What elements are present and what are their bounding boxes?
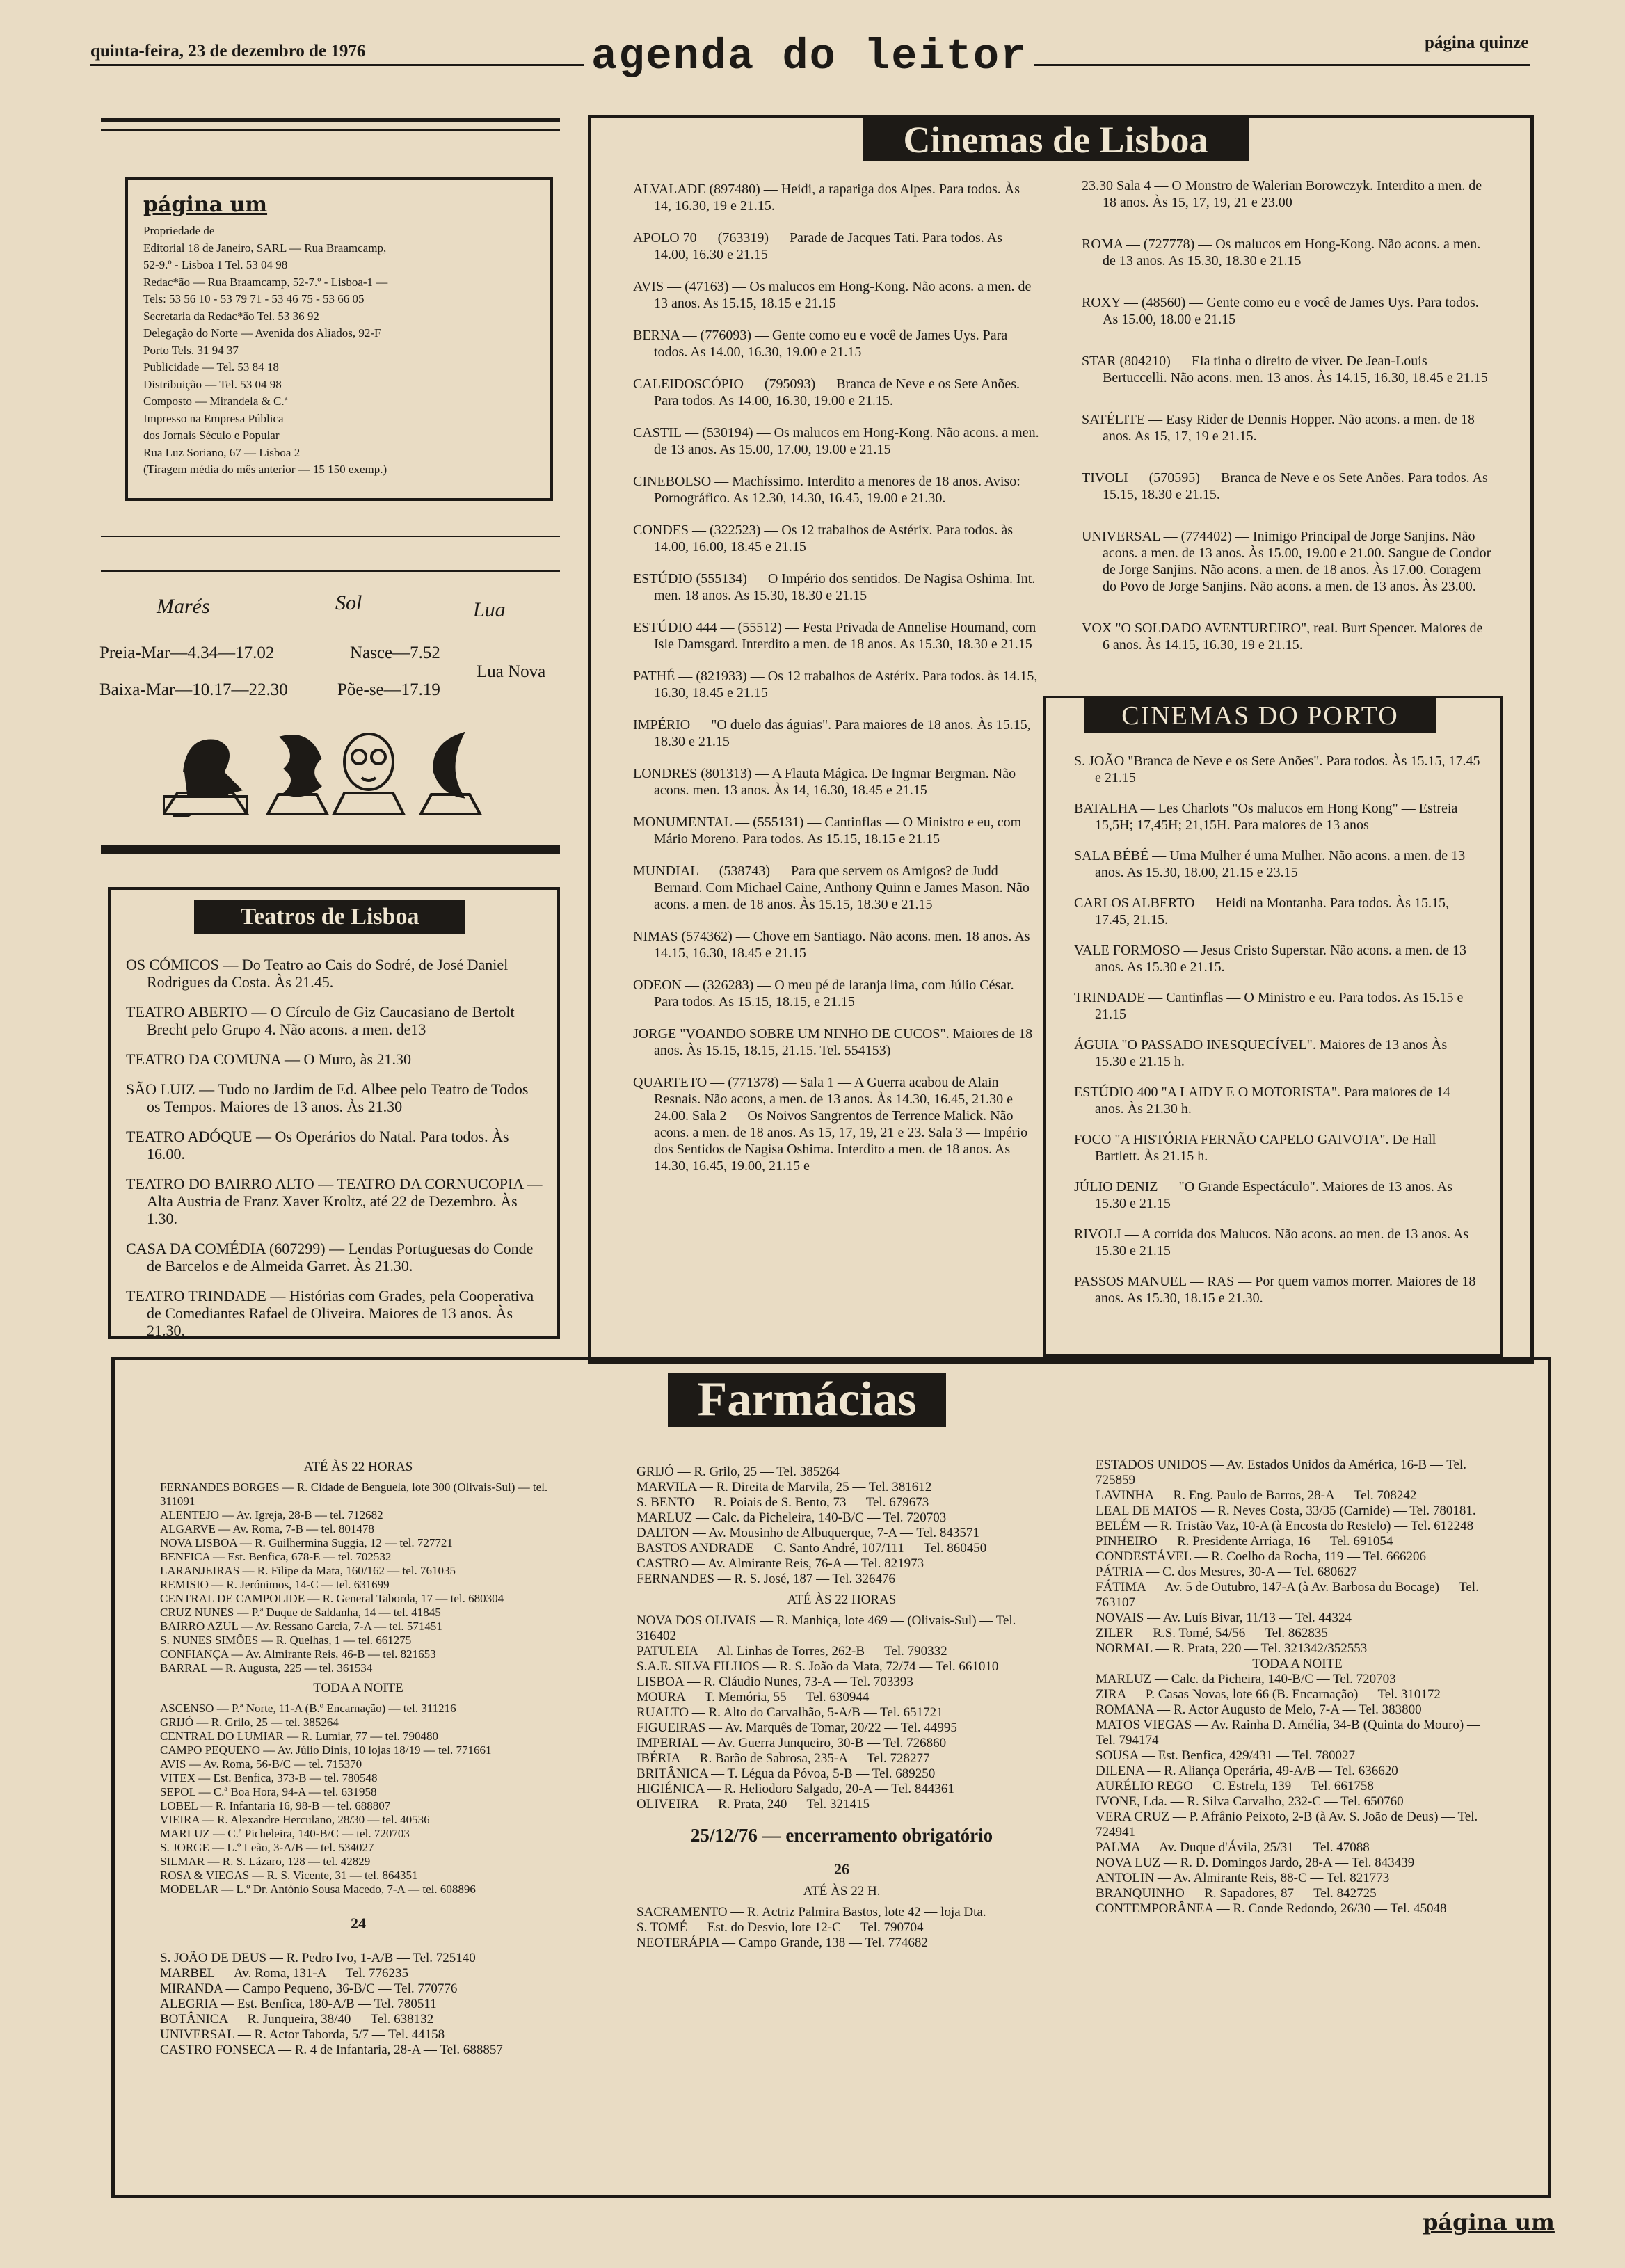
cl-col1-item: CALEIDOSCÓPIO — (795093) — Branca de Neve e os Sete Anões. Para todos. As 14.00, 16.30, 19.00 e 21.15. — [633, 376, 1020, 408]
f2c-item: NEOTERÁPIA — Campo Grande, 138 — Tel. 774682 — [637, 1935, 928, 1950]
cp-list-item: TRINDADE — Cantinflas — O Ministro e eu. Para todos. As 15.15 e 21.15 — [1074, 990, 1464, 1022]
f1b-item: SEPOL — C.ª Boa Hora, 94-A — tel. 631958 — [160, 1785, 377, 1798]
page-title: agenda do leitor — [584, 32, 1034, 81]
cl-col2-item: ROXY — (48560) — Gente como eu e você de James Uys. Para todos. As 15.00, 18.00 e 21.15 — [1082, 295, 1479, 327]
rule — [101, 536, 560, 537]
mast-lines-item: Redac*ão — Rua Braamcamp, 52-7.º - Lisboa-1 — — [143, 275, 388, 289]
f3b-item: PALMA — Av. Duque d'Ávila, 25/31 — Tel. 47088 — [1096, 1840, 1370, 1855]
f2a-item: MARVILA — R. Direita de Marvila, 25 — Tel. 381612 — [637, 1480, 932, 1494]
mast-lines-item: Delegação do Norte — Avenida dos Aliados, 92-F — [143, 326, 381, 340]
cp-list-item: ÁGUIA "O PASSADO INESQUECÍVEL". Maiores de 13 anos Às 15.30 e 21.15 h. — [1074, 1037, 1448, 1069]
f2a-item: FERNANDES — R. S. José, 187 — Tel. 326476 — [637, 1572, 896, 1586]
f1a-item: NOVA LISBOA — R. Guilhermina Suggia, 12 — tel. 727721 — [160, 1536, 453, 1549]
f1c-item: BOTÂNICA — R. Junqueira, 38/40 — Tel. 638132 — [160, 2012, 434, 2027]
cl-col1-item: CASTIL — (530194) — Os malucos em Hong-Kong. Não acons. a men. de 13 anos. As 15.00, 17.00, 19.00 e 21.15 — [633, 425, 1039, 457]
f1a-item: BENFICA — Est. Benfica, 678-E — tel. 702532 — [160, 1550, 392, 1563]
cl-col1-item: ALVALADE (897480) — Heidi, a rapariga dos Alpes. Para todos. Às 14, 16.30, 19 e 21.15. — [633, 182, 1020, 214]
f2b-item: PATULEIA — Al. Linhas de Torres, 262-B — Tel. 790332 — [637, 1644, 947, 1659]
cp-list-item: S. JOÃO "Branca de Neve e os Sete Anões". Para todos. Às 15.15, 17.45 e 21.15 — [1074, 753, 1480, 785]
f2b-item: HIGIÉNICA — R. Heliodoro Salgado, 20-A — Tel. 844361 — [637, 1782, 954, 1796]
f1a-item: CENTRAL DE CAMPOLIDE — R. General Taborda, 17 — tel. 680304 — [160, 1592, 504, 1605]
cl-col1-item: QUARTETO — (771378) — Sala 1 — A Guerra acabou de Alain Resnais. Não acons, a men. de 13 anos. Às 14.30, 16.45, 21.30 e 24.00. Sala 2 — Os Noivos Sangrentos de Terrence Malick. Não acons. a men. de 18 anos. As 15, 17, 19, 21 e 23. Sala 3 — Império dos Sentidos de Nagisa Oshima. Interdito a men. de 18 anos. As 14.30, 16.45, 19.00, 21.15 e — [633, 1075, 1028, 1174]
farmacias-list — [1096, 1672, 1499, 1917]
mast-lines-item: (Tiragem média do mês anterior — 15 150 exemp.) — [143, 463, 387, 476]
mast-lines-item: Porto Tels. 31 94 37 — [143, 343, 239, 357]
cl-col1-item: PATHÉ — (821933) — Os 12 trabalhos de Astérix. Para todos. às 14.15, 16.30, 18.45 e 21.15 — [633, 669, 1038, 701]
rule — [101, 570, 560, 572]
f2a-item: DALTON — Av. Mousinho de Albuquerque, 7-A — Tel. 843571 — [637, 1526, 979, 1540]
teatros-list — [126, 956, 545, 1339]
f3b-item: ROMANA — R. Actor Augusto de Melo, 7-A — Tel. 383800 — [1096, 1702, 1422, 1717]
cl-col1-item: AVIS — (47163) — Os malucos em Hong-Kong. Não acons. a men. de 13 anos. As 15.15, 18.15 e 21.15 — [633, 279, 1032, 311]
cl-col1-item: CINEBOLSO — Machíssimo. Interdito a menores de 18 anos. Aviso: Pornográfico. As 12.30, 14.30, 16.45, 19.00 e 21.30. — [633, 474, 1020, 506]
cinemas-lisboa-title: Cinemas de Lisboa — [863, 118, 1249, 161]
cinemas-lisboa-col1 — [633, 181, 1040, 1190]
teatros-list-item: TEATRO ABERTO — O Círculo de Giz Caucasiano de Bertolt Brecht pelo Grupo 4. Não acons. a men. de13 — [126, 1003, 515, 1038]
f2a-item: CASTRO — Av. Almirante Reis, 76-A — Tel. 821973 — [637, 1556, 924, 1571]
cinemas-porto-list — [1074, 753, 1481, 1320]
f3a-item: FÁTIMA — Av. 5 de Outubro, 147-A (à Av. Barbosa du Bocage) — Tel. 763107 — [1096, 1580, 1479, 1610]
farmacias-col2 — [637, 1464, 1047, 1951]
cl-col1-item: CONDES — (322523) — Os 12 trabalhos de Astérix. Para todos. às 14.00, 16.00, 18.45 e 21.15 — [633, 522, 1014, 554]
f1b-item: LOBEL — R. Infantaria 16, 98-B — tel. 688807 — [160, 1799, 391, 1812]
f3a-item: PINHEIRO — R. Presidente Arriaga, 16 — Tel. 691054 — [1096, 1534, 1393, 1549]
mast-lines-item: Editorial 18 de Janeiro, SARL — Rua Braamcamp, — [143, 241, 387, 255]
f2b-item: OLIVEIRA — R. Prata, 240 — Tel. 321415 — [637, 1797, 870, 1812]
mast-lines-item: Publicidade — Tel. 53 84 18 — [143, 360, 279, 374]
masthead-box — [125, 177, 553, 501]
f2a-item: S. BENTO — R. Poiais de S. Bento, 73 — Tel. 679673 — [637, 1495, 929, 1510]
f1b-item: SILMAR — R. S. Lázaro, 128 — tel. 42829 — [160, 1855, 371, 1868]
teatros-title: Teatros de Lisboa — [194, 900, 465, 934]
cp-list-item: SALA BÉBÉ — Uma Mulher é uma Mulher. Não acons. a men. de 13 anos. As 15.30, 18.00, 21.15 e 23.15 — [1074, 848, 1466, 880]
farmacias-col3 — [1096, 1458, 1499, 1917]
f1a-item: BARRAL — R. Augusta, 225 — tel. 361534 — [160, 1661, 373, 1675]
f3b-item: SOUSA — Est. Benfica, 429/431 — Tel. 780027 — [1096, 1748, 1356, 1763]
f3a-item: BELÉM — R. Tristão Vaz, 10-A (à Encosta do Restelo) — Tel. 612248 — [1096, 1519, 1474, 1533]
teatros-box — [108, 887, 560, 1339]
farmacias-day-number: 24 — [351, 1915, 366, 1932]
f1a-item: BAIRRO AZUL — Av. Ressano Garcia, 7-A — tel. 571451 — [160, 1620, 442, 1633]
cinemas-lisboa-col2 — [1082, 177, 1492, 678]
cp-list-item: PASSOS MANUEL — RAS — Por quem vamos morrer. Maiores de 18 anos. As 15.30, 18.15 e 21.30. — [1074, 1274, 1476, 1306]
f3b-item: ZIRA — P. Casas Novas, lote 66 (B. Encarnação) — Tel. 310172 — [1096, 1687, 1441, 1702]
high-tide: Preia-Mar—4.34—17.02 — [99, 644, 275, 662]
cl-col2-item: TIVOLI — (570595) — Branca de Neve e os Sete Anões. Para todos. As 15.15, 18.30 e 21.15. — [1082, 470, 1488, 502]
farmacias-list — [637, 1613, 1047, 1812]
cl-col1-item: APOLO 70 — (763319) — Parade de Jacques Tati. Para todos. As 14.00, 16.30 e 21.15 — [633, 230, 1002, 262]
mast-lines-item: dos Jornais Século e Popular — [143, 429, 280, 442]
mast-lines-item: 52-9.º - Lisboa 1 Tel. 53 04 98 — [143, 258, 288, 271]
f3a-item: ZILER — R.S. Tomé, 54/56 — Tel. 862835 — [1096, 1626, 1328, 1640]
f1a-item: ALGARVE — Av. Roma, 7-B — tel. 801478 — [160, 1522, 374, 1535]
f3a-item: CONDESTÁVEL — R. Coelho da Rocha, 119 — Tel. 666206 — [1096, 1549, 1427, 1564]
sunrise: Nasce—7.52 — [350, 644, 440, 662]
f1a-item: LARANJEIRAS — R. Filipe da Mata, 160/162 — tel. 761035 — [160, 1564, 456, 1577]
farmacias-list — [160, 1951, 557, 2058]
moon-heading: Lua — [473, 598, 506, 621]
f2b-item: IMPERIAL — Av. Guerra Junqueiro, 30-B — Tel. 726860 — [637, 1736, 947, 1750]
teatros-list-item: TEATRO TRINDADE — Histórias com Grades, pela Cooperativa de Comediantes Rafael de Oliveira. Maiores de 13 anos. Às 21.30. — [126, 1287, 534, 1339]
f3b-item: AURÉLIO REGO — C. Estrela, 139 — Tel. 661758 — [1096, 1779, 1374, 1794]
f3b-item: ANTOLIN — Av. Almirante Reis, 88-C — Tel. 821773 — [1096, 1871, 1390, 1885]
farmacias-list — [160, 1702, 557, 1896]
f3a-item: ESTADOS UNIDOS — Av. Estados Unidos da América, 16-B — Tel. 725859 — [1096, 1458, 1466, 1487]
f1c-item: UNIVERSAL — R. Actor Taborda, 5/7 — Tel. 44158 — [160, 2027, 445, 2042]
cl-col2-item: 23.30 Sala 4 — O Monstro de Walerian Borowczyk. Interdito a men. de 18 anos. Às 15, 17, 19, 21 e 23.00 — [1082, 178, 1482, 210]
cl-col2-item: STAR (804210) — Ela tinha o direito de viver. De Jean-Louis Bertuccelli. Não acons. men. 13 anos. Às 14.15, 16.30, 18.45 e 21.15 — [1082, 353, 1488, 385]
f1b-item: S. JORGE — L.º Leão, 3-A/B — tel. 534027 — [160, 1841, 374, 1854]
mast-lines-item: Composto — Mirandela & C.ª — [143, 394, 288, 408]
f3a-item: LAVINHA — R. Eng. Paulo de Barros, 28-A — Tel. 708242 — [1096, 1488, 1417, 1503]
f2b-item: FIGUEIRAS — Av. Marquês de Tomar, 20/22 — Tel. 44995 — [637, 1720, 957, 1735]
f3b-item: VERA CRUZ — P. Afrânio Peixoto, 2-B (à Av. S. João de Deus) — Tel. 724941 — [1096, 1810, 1478, 1839]
teatros-list-item: CASA DA COMÉDIA (607299) — Lendas Portuguesas do Conde de Barcelos e de Almeida Garret. Às 21.30. — [126, 1240, 534, 1275]
sunset: Põe-se—17.19 — [337, 680, 440, 699]
cl-col1-item: MUNDIAL — (538743) — Para que servem os Amigos? de Judd Bernard. Com Michael Caine, Anthony Quinn e James Mason. Não acons. a men. de 18 anos. Às 15.15, 18.30 e 21.15 — [633, 863, 1030, 912]
mast-lines-item: Secretaria da Redac*ão Tel. 53 36 92 — [143, 309, 319, 323]
farmacias-subhead: ATÉ ÀS 22 H. — [803, 1884, 881, 1899]
farmacias-list — [1096, 1458, 1499, 1656]
f3b-item: IVONE, Lda. — R. Silva Carvalho, 232-C — Tel. 650760 — [1096, 1794, 1404, 1809]
cinemas-porto-title: CINEMAS DO PORTO — [1084, 698, 1436, 733]
f3b-item: MARLUZ — Calc. da Picheira, 140-B/C — Tel. 720703 — [1096, 1672, 1396, 1686]
teatros-list-item: TEATRO ADÓQUE — Os Operários do Natal. Para todos. Às 16.00. — [126, 1128, 509, 1163]
f2a-item: GRIJÓ — R. Grilo, 25 — Tel. 385264 — [637, 1464, 840, 1479]
mast-lines-item: Rua Luz Soriano, 67 — Lisboa 2 — [143, 445, 301, 459]
teatros-list-item: TEATRO DO BAIRRO ALTO — TEATRO DA CORNUCOPIA — Alta Austria de Franz Xaver Kroltz, até 22 de Dezembro. Às 1.30. — [126, 1175, 543, 1227]
f3a-item: LEAL DE MATOS — R. Neves Costa, 33/35 (Carnide) — Tel. 780181. — [1096, 1503, 1476, 1518]
f1b-item: ASCENSO — P.ª Norte, 11-A (B.º Encarnação) — tel. 311216 — [160, 1702, 456, 1715]
footer-logo: página um — [1423, 2209, 1555, 2235]
f2b-item: RUALTO — R. Alto do Carvalhão, 5-A/B — Tel. 651721 — [637, 1705, 943, 1720]
f2b-item: MOURA — T. Memória, 55 — Tel. 630944 — [637, 1690, 870, 1704]
moon-phase: Lua Nova — [477, 662, 546, 681]
f1b-item: GRIJÓ — R. Grilo, 25 — tel. 385264 — [160, 1716, 339, 1729]
teatros-list-item: SÃO LUIZ — Tudo no Jardim de Ed. Albee pelo Teatro de Todos os Tempos. Maiores de 13 anos. Às 21.30 — [126, 1080, 529, 1115]
f3b-item: CONTEMPORÂNEA — R. Conde Redondo, 26/30 — Tel. 45048 — [1096, 1901, 1447, 1916]
farmacias-day-number: 26 — [834, 1860, 849, 1878]
f3b-item: MATOS VIEGAS — Av. Rainha D. Amélia, 34-B (Quinta do Mouro) — Tel. 794174 — [1096, 1718, 1480, 1748]
cl-col1-item: MONUMENTAL — (555131) — Cantinflas — O Ministro e eu, com Mário Moreno. Para todos. As 15.15, 18.15 e 21.15 — [633, 815, 1022, 847]
teatros-list-item: OS CÓMICOS — Do Teatro ao Cais do Sodré, de José Daniel Rodrigues da Costa. Às 21.45. — [126, 956, 509, 991]
farmacias-list — [160, 1480, 557, 1675]
cp-list-item: CARLOS ALBERTO — Heidi na Montanha. Para todos. Às 15.15, 17.45, 21.15. — [1074, 895, 1449, 927]
farmacias-list — [637, 1464, 1047, 1587]
f1c-item: S. JOÃO DE DEUS — R. Pedro Ivo, 1-A/B — Tel. 725140 — [160, 1951, 476, 1965]
f2b-item: S.A.E. SILVA FILHOS — R. S. João da Mata, 72/74 — Tel. 661010 — [637, 1659, 999, 1674]
cl-col2-item: ROMA — (727778) — Os malucos em Hong-Kong. Não acons. a men. de 13 anos. As 15.30, 18.30 e 21.15 — [1082, 237, 1481, 269]
header-date: quinta-feira, 23 de dezembro de 1976 — [90, 42, 371, 61]
f1a-item: FERNANDES BORGES — R. Cidade de Benguela, lote 300 (Olivais-Sul) — tel. 311091 — [160, 1480, 548, 1508]
f1b-item: AVIS — Av. Roma, 56-B/C — tel. 715370 — [160, 1757, 362, 1771]
cp-list-item: FOCO "A HISTÓRIA FERNÃO CAPELO GAIVOTA". De Hall Bartlett. Às 21.15 h. — [1074, 1132, 1436, 1164]
farmacias-subhead: TODA A NOITE — [1252, 1656, 1343, 1671]
f3b-item: NOVA LUZ — R. D. Domingos Jardo, 28-A — Tel. 843439 — [1096, 1855, 1415, 1870]
f2a-item: BASTOS ANDRADE — C. Santo André, 107/111 — Tel. 860450 — [637, 1541, 987, 1556]
masthead-lines — [143, 223, 535, 479]
f2b-item: BRITÂNICA — T. Légua da Póvoa, 5-B — Tel. 689250 — [637, 1766, 936, 1781]
cl-col2-item: UNIVERSAL — (774402) — Inimigo Principal de Jorge Sanjins. Não acons. a men. de 13 anos. Às 15.00, 19.00 e 21.00. Sangue de Condor de Jorge Sanjins. Não acons. a men. de 18 anos. Às 17.00. Coragem do Povo de Jorge Sanjins. Não acons. a men. de 13 anos. Às 23.00. — [1082, 529, 1491, 594]
f2b-item: NOVA DOS OLIVAIS — R. Manhiça, lote 469 — (Olivais-Sul) — Tel. 316402 — [637, 1613, 1016, 1643]
rule — [101, 129, 560, 131]
cp-list-item: BATALHA — Les Charlots "Os malucos em Hong Kong" — Estreia 15,5H; 17,45H; 21,15H. Para maiores de 13 anos — [1074, 801, 1458, 833]
f1b-item: VIEIRA — R. Alexandre Herculano, 28/30 — tel. 40536 — [160, 1813, 430, 1826]
mast-lines-item: Impresso na Empresa Pública — [143, 411, 284, 425]
f2b-item: LISBOA — R. Cláudio Nunes, 73-A — Tel. 703393 — [637, 1675, 913, 1689]
f1b-item: MARLUZ — C.ª Picheleira, 140-B/C — tel. 720703 — [160, 1827, 410, 1840]
teatros-list-item: TEATRO DA COMUNA — O Muro, às 21.30 — [126, 1051, 412, 1068]
cinemas-porto-box — [1043, 696, 1503, 1357]
mast-lines-item: Distribuição — Tel. 53 04 98 — [143, 377, 282, 391]
f1b-item: ROSA & VIEGAS — R. S. Vicente, 31 — tel. 864351 — [160, 1869, 418, 1882]
closure-notice: 25/12/76 — encerramento obrigatório — [690, 1825, 993, 1846]
f1c-item: MARBEL — Av. Roma, 131-A — Tel. 776235 — [160, 1966, 409, 1981]
rule — [101, 118, 560, 122]
cl-col1-item: JORGE "VOANDO SOBRE UM NINHO DE CUCOS". Maiores de 18 anos. Às 15.15, 18.15, 21.15. Tel. 554153) — [633, 1026, 1033, 1058]
farmacias-subhead: TODA A NOITE — [313, 1681, 403, 1695]
cl-col1-item: BERNA — (776093) — Gente como eu e você de James Uys. Para todos. As 14.00, 16.30, 19.00 e 21.15 — [633, 328, 1008, 360]
f1b-item: CAMPO PEQUENO — Av. Júlio Dinis, 10 lojas 18/19 — tel. 771661 — [160, 1743, 492, 1757]
f1a-item: REMISIO — R. Jerónimos, 14-C — tel. 631699 — [160, 1578, 390, 1591]
sun-heading: Sol — [335, 591, 362, 614]
low-tide: Baixa-Mar—10.17—22.30 — [99, 680, 288, 699]
cl-col1-item: NIMAS (574362) — Chove em Santiago. Não acons. men. 18 anos. As 14.15, 16.30, 18.45 e 21.15 — [633, 929, 1030, 961]
f1c-item: CASTRO FONSECA — R. 4 de Infantaria, 28-A — Tel. 688857 — [160, 2043, 503, 2057]
mast-lines-item: Tels: 53 56 10 - 53 79 71 - 53 46 75 - 53 66 05 — [143, 292, 365, 305]
tides-heading: Marés — [157, 595, 210, 618]
f1a-item: S. NUNES SIMÕES — R. Quelhas, 1 — tel. 661275 — [160, 1634, 412, 1647]
tide-faces-illustration — [163, 724, 483, 817]
f1a-item: CRUZ NUNES — P.ª Duque de Saldanha, 14 — tel. 41845 — [160, 1606, 441, 1619]
f3b-item: DILENA — R. Aliança Operária, 49-A/B — Tel. 636620 — [1096, 1764, 1398, 1778]
f3b-item: BRANQUINHO — R. Sapadores, 87 — Tel. 842725 — [1096, 1886, 1377, 1901]
farmacias-list — [637, 1905, 1047, 1951]
farmacias-title: Farmácias — [668, 1373, 946, 1427]
masthead-logo: página um — [143, 193, 268, 217]
f2c-item: S. TOMÉ — Est. do Desvio, lote 12-C — Tel. 790704 — [637, 1920, 924, 1935]
cl-col1-item: LONDRES (801313) — A Flauta Mágica. De Ingmar Bergman. Não acons. men. 13 anos. Às 14, 16.30, 18.45 e 21.15 — [633, 766, 1016, 798]
cp-list-item: ESTÚDIO 400 "A LAIDY E O MOTORISTA". Para maiores de 14 anos. Às 21.30 h. — [1074, 1085, 1450, 1117]
mast-lines-item: Propriedade de — [143, 224, 215, 237]
f2a-item: MARLUZ — Calc. da Picheleira, 140-B/C — Tel. 720703 — [637, 1510, 947, 1525]
f2c-item: SACRAMENTO — R. Actriz Palmira Bastos, lote 42 — loja Dta. — [637, 1905, 986, 1919]
cl-col1-item: ODEON — (326283) — O meu pé de laranja lima, com Júlio César. Para todos. As 15.15, 18.15, e 21.15 — [633, 977, 1014, 1009]
rule — [101, 845, 560, 854]
farmacias-subhead: ATÉ ÀS 22 HORAS — [303, 1460, 413, 1474]
f1b-item: VITEX — Est. Benfica, 373-B — tel. 780548 — [160, 1771, 378, 1784]
farmacias-subhead: ATÉ ÀS 22 HORAS — [787, 1592, 897, 1607]
face-illustration — [163, 741, 247, 817]
farmacias-col1 — [160, 1454, 557, 2058]
page-number: página quinze — [1419, 33, 1528, 53]
f1b-item: CENTRAL DO LUMIAR — R. Lumiar, 77 — tel. 790480 — [160, 1730, 439, 1743]
f1b-item: MODELAR — L.º Dr. António Sousa Macedo, 7-A — tel. 608896 — [160, 1883, 476, 1896]
cl-col2-item: SATÉLITE — Easy Rider de Dennis Hopper. Não acons. a men. de 18 anos. As 15, 17, 19 e 21.15. — [1082, 412, 1475, 444]
f1c-item: ALEGRIA — Est. Benfica, 180-A/B — Tel. 780511 — [160, 1997, 437, 2011]
cl-col1-item: ESTÚDIO (555134) — O Império dos sentidos. De Nagisa Oshima. Int. men. 18 anos. As 15.30, 18.30 e 21.15 — [633, 571, 1036, 603]
cinemas-lisboa-box — [588, 115, 1534, 1364]
cl-col1-item: ESTÚDIO 444 — (55512) — Festa Privada de Annelise Houmand, com Isle Damsgard. Interdito a men. de 18 anos. As 15.30, 18.30 e 21.15 — [633, 620, 1036, 652]
cp-list-item: VALE FORMOSO — Jesus Cristo Superstar. Não acons. a men. de 13 anos. As 15.30 e 21.15. — [1074, 943, 1467, 975]
cl-col1-item: IMPÉRIO — "O duelo das águias". Para maiores de 18 anos. Às 15.15, 18.30 e 21.15 — [633, 717, 1031, 749]
cp-list-item: JÚLIO DENIZ — "O Grande Espectáculo". Maiores de 13 anos. As 15.30 e 21.15 — [1074, 1179, 1452, 1211]
cl-col2-item: VOX "O SOLDADO AVENTUREIRO", real. Burt Spencer. Maiores de 6 anos. Às 14.15, 16.30, 19 e 21.15. — [1082, 621, 1483, 653]
f2b-item: IBÉRIA — R. Barão de Sabrosa, 235-A — Tel. 728277 — [637, 1751, 930, 1766]
f1c-item: MIRANDA — Campo Pequeno, 36-B/C — Tel. 770776 — [160, 1981, 458, 1996]
f3a-item: NOVAIS — Av. Luís Bivar, 11/13 — Tel. 44324 — [1096, 1611, 1352, 1625]
cp-list-item: RIVOLI — A corrida dos Malucos. Não acons. ao men. de 13 anos. As 15.30 e 21.15 — [1074, 1227, 1469, 1259]
f1a-item: CONFIANÇA — Av. Almirante Reis, 46-B — tel. 821653 — [160, 1647, 436, 1661]
f3a-item: NORMAL — R. Prata, 220 — Tel. 321342/352553 — [1096, 1641, 1368, 1656]
f3a-item: PÁTRIA — C. dos Mestres, 30-A — Tel. 680627 — [1096, 1565, 1357, 1579]
f1a-item: ALENTEJO — Av. Igreja, 28-B — tel. 712682 — [160, 1508, 383, 1522]
farmacias-box — [111, 1357, 1551, 2198]
